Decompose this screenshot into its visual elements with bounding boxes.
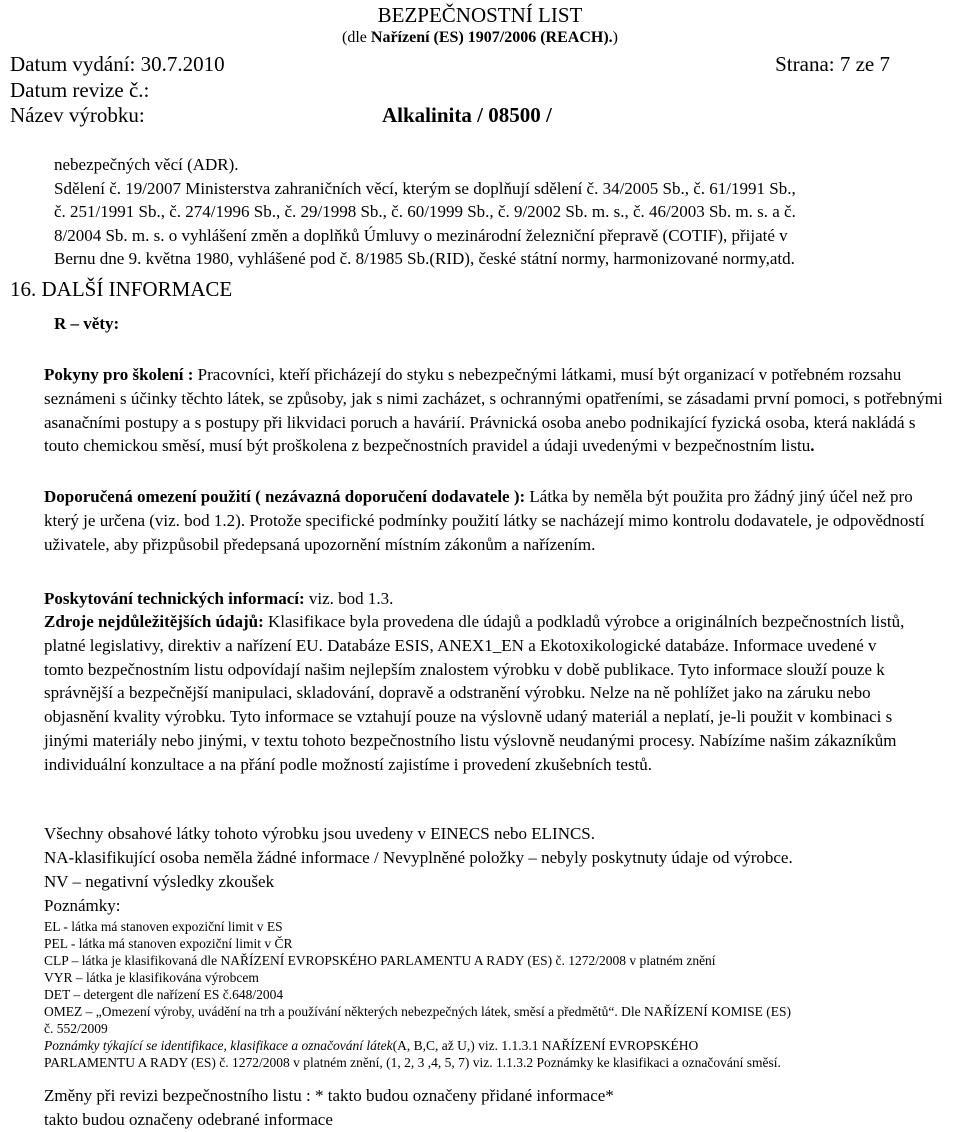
notes-label: Poznámky: bbox=[44, 896, 121, 915]
class-notes-text: (A, B,C, až U,) viz. 1.1.3.1 NAŘÍZENÍ EVROPSKÉHO bbox=[392, 1038, 699, 1053]
training-paragraph bbox=[44, 363, 944, 458]
text-line: Sdělení č. 19/2007 Ministerstva zahraničních věcí, kterým se doplňují sdělení č. 34/2005 Sb., č. 61/1991 Sb., bbox=[54, 178, 796, 198]
note-item: č. 552/2009 bbox=[44, 1021, 108, 1036]
na-note: NA-klasifikující osoba neměla žádné informace / Nevyplněné položky – nebyly poskytnuty údaje od výrobce. bbox=[44, 848, 793, 867]
document-subtitle bbox=[0, 29, 960, 47]
sources-label: Zdroje nejdůležitějších údajů: bbox=[44, 612, 264, 631]
tech-info-line bbox=[44, 587, 944, 611]
notes-list bbox=[44, 918, 954, 1071]
subtitle-prefix: (dle bbox=[342, 29, 371, 46]
text-line: č. 251/1991 Sb., č. 274/1996 Sb., č. 29/1998 Sb., č. 60/1999 Sb., č. 9/2002 Sb. m. s., č. 46/2003 Sb. m. s. a č. bbox=[54, 202, 796, 221]
training-label: Pokyny pro školení : bbox=[44, 365, 194, 384]
training-text: Pracovníci, kteří přicházejí do styku s nebezpečnými látkami, musí být organizací v potřebném rozsahu seznámeni s účinky těchto látek, se způsoby, jak s nimi zacházet, s ochrannými opatřeními, se zásadami první pomoci, s potřebnými asanačními postupy a s postupy při likvidaci poruch a havárií. Právnická osoba anebo podnikající fyzická osoba, která nakládá s touto chemickou směsí, musí být proškolena z bezpečnostních pravidel a údaji uvedenými v bezpečnostním listu bbox=[44, 365, 943, 456]
product-label: Název výrobku: bbox=[10, 103, 145, 127]
note-item: EL - látka má stanoven expoziční limit v ES bbox=[44, 919, 283, 934]
tech-info-text: viz. bod 1.3. bbox=[304, 589, 394, 608]
class-notes-italic: Poznámky týkající se identifikace, klasifikace a označování látek bbox=[44, 1038, 393, 1053]
subtitle-regulation: Nařízení (ES) 1907/2006 (REACH). bbox=[370, 29, 613, 46]
note-item: OMEZ – „Omezení výroby, uvádění na trh a používání některých nebezpečných látek, směsí a předmětů“. Dle NAŘÍZENÍ KOMISE (ES) bbox=[44, 1004, 792, 1019]
einecs-line: Všechny obsahové látky tohoto výrobku jsou uvedeny v EINECS nebo ELINCS. bbox=[44, 824, 596, 843]
note-item: VYR – látka je klasifikována výrobcem bbox=[44, 970, 259, 985]
text-line: 8/2004 Sb. m. s. o vyhlášení změn a doplňků Úmluvy o mezinárodní železniční přepravě (COTIF), přijaté v bbox=[54, 225, 788, 245]
revision-changes: Změny při revizi bezpečnostního listu : * takto budou označeny přidané informace* bbox=[44, 1086, 614, 1105]
document-title: BEZPEČNOSTNÍ LIST bbox=[377, 3, 583, 27]
product-name: Alkalinita / 08500 / bbox=[382, 103, 552, 127]
class-notes-line bbox=[44, 1037, 954, 1054]
restriction-text: Látka by neměla být použita pro žádný jiný účel než pro který je určena (viz. bod 1.2). Protože specifické podmínky použití látky se nacházejí mimo kontrolu dodavatele, je odpovědností uživatele, aby přizpůsobil předepsaná upozornění místním zákonům a nařízením. bbox=[44, 487, 925, 554]
nv-note: NV – negativní výsledky zkoušek bbox=[44, 872, 275, 891]
training-end: . bbox=[810, 436, 815, 456]
text-line: Bernu dne 9. května 1980, vyhlášené pod č. 8/1985 Sb.(RID), české státní normy, harmonizované normy,atd. bbox=[54, 249, 795, 268]
restriction-label: Doporučená omezení použití ( nezávazná doporučení dodavatele ): bbox=[44, 487, 526, 506]
subtitle-suffix: ) bbox=[612, 29, 618, 46]
revision-removed: takto budou označeny odebrané informace bbox=[44, 1110, 333, 1129]
sources-text: Klasifikace byla provedena dle údajů a podkladů výrobce a originálních bezpečnostních listů, platné legislativy, direktiv a nařízení EU. Databáze ESIS, ANEX1_EN a Ekotoxikologické databáze. Informace uvedené v tomto bezpečnostním listu odpovídají našim nejlepším znalostem výrobku v době publikace. Tyto informace slouží pouze k správnější a bezpečnější manipulaci, skladování, dopravě a odstranění výrobku. Nelze na ně pohlížet jako na záruku nebo objasnění kvality výrobku. Tyto informace se vztahují pouze na výslovně udaný materiál a neplatí, je-li použit v kombinaci s jinými materiály nebo jinými, v textu tohoto bezpečnostního listu výslovně neudanými procesy. Nabízíme našim zákazníkům individuální konzultace a na přání podle možností zajistíme i provedení zkušebních testů. bbox=[44, 612, 905, 774]
class-notes-line-2: PARLAMENTU A RADY (ES) č. 1272/2008 v platném znění, (1, 2, 3 ,4, 5, 7) viz. 1.1.3.2 Poznámky ke klasifikaci a označování směsí. bbox=[44, 1055, 781, 1070]
revision-date: Datum revize č.: bbox=[10, 78, 150, 102]
r-phrases-label: R – věty: bbox=[54, 314, 120, 333]
regulations-text bbox=[54, 153, 934, 271]
page-number: Strana: 7 ze 7 bbox=[775, 52, 890, 76]
sources-paragraph bbox=[44, 610, 914, 777]
issue-date: Datum vydání: 30.7.2010 bbox=[10, 52, 225, 76]
note-item: DET – detergent dle nařízení ES č.648/2004 bbox=[44, 987, 284, 1002]
note-item: CLP – látka je klasifikovaná dle NAŘÍZENÍ EVROPSKÉHO PARLAMENTU A RADY (ES) č. 1272/2008 v platném znění bbox=[44, 953, 716, 968]
restriction-paragraph bbox=[44, 485, 944, 556]
tech-info-label: Poskytování technických informací: bbox=[44, 589, 305, 608]
section-16-heading: 16. DALŠÍ INFORMACE bbox=[10, 277, 233, 301]
note-item: PEL - látka má stanoven expoziční limit v ČR bbox=[44, 936, 293, 951]
text-line: nebezpečných věcí (ADR). bbox=[54, 155, 239, 174]
